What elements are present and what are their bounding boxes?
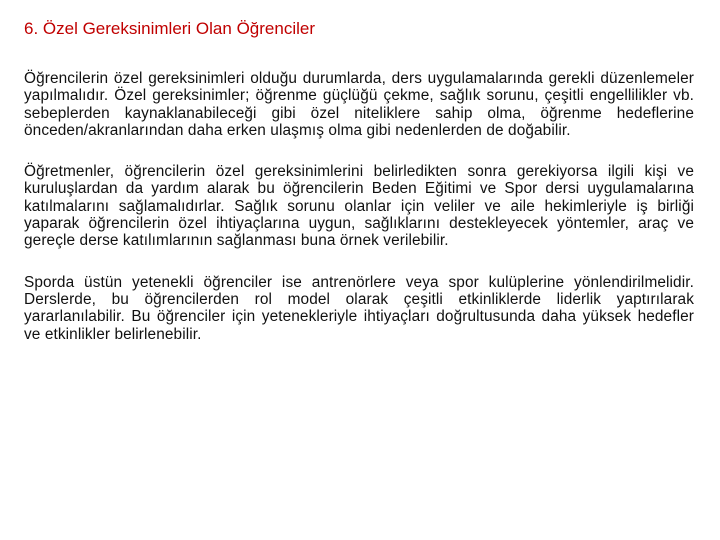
- paragraph-1: Öğrencilerin özel gereksinimleri olduğu durumlarda, ders uygulamalarında gerekli düzenlemeler yapılmalıdır. Özel gereksinimler; öğrenme güçlüğü çekme, sağlık sorunu, çeşitli engellilikler vb. sebeplerden kaynaklanabileceği gibi özel niteliklere sahip olma, öğrenme hedeflerine önceden/akranlarından daha erken ulaşmış olma gibi nedenlerden de doğabilir.: [24, 70, 694, 139]
- slide-body: [24, 70, 694, 367]
- slide-title: 6. Özel Gereksinimleri Olan Öğrenciler: [24, 19, 315, 38]
- paragraph-3: Sporda üstün yetenekli öğrenciler ise antrenörlere veya spor kulüplerine yönlendirilmelidir. Derslerde, bu öğrencilerden rol model olarak çeşitli etkinliklerde liderlik yaptırılarak yararlanılabilir. Bu öğrenciler için yetenekleriyle ihtiyaçları doğrultusunda daha yüksek hedefler ve etkinlikler belirlenebilir.: [24, 273, 694, 343]
- paragraph-2: Öğretmenler, öğrencilerin özel gereksinimlerini belirledikten sonra gerekiyorsa ilgili kişi ve kuruluşlardan da yardım alarak bu öğrencilerin Beden Eğitimi ve Spor dersi uygulamalarına katılmalarını sağlamalıdırlar. Sağlık sorunu olanlar için veliler ve aile hekimleriyle iş birliği yaparak öğrencilerin özel ihtiyaçlarına uygun, sağlıklarını destekleyecek yöntemler, araç ve gereçle derse katılımlarının sağlanması buna örnek verilebilir.: [24, 163, 694, 250]
